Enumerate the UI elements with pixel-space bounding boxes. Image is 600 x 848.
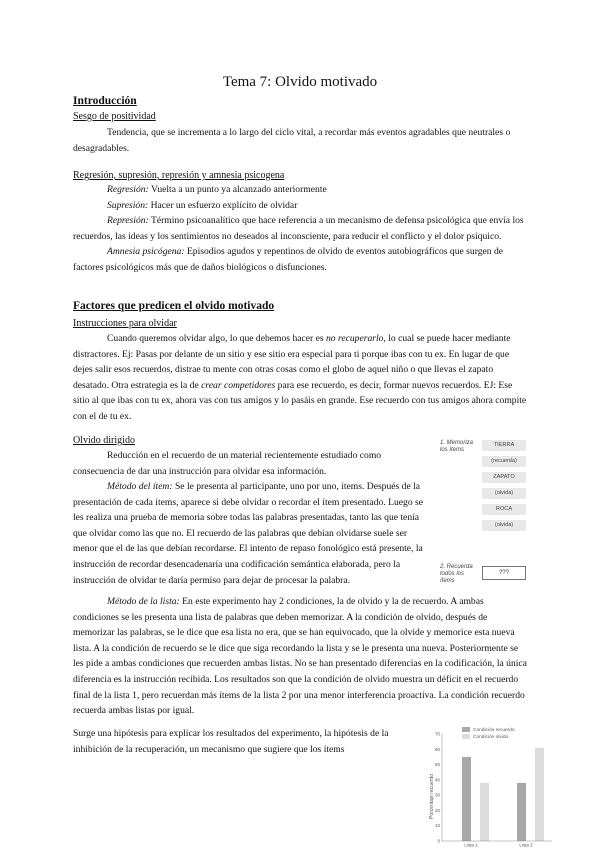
heading-instrucciones: Instrucciones para olvidar [73,318,177,329]
item-method-figure [436,436,540,586]
definitions-list [73,182,531,276]
text-run: Cuando queremos olvidar algo, lo que debemos hacer es [107,333,326,344]
figure-word: (olvida) [482,488,526,499]
def-term: Método de la lista: [107,596,180,607]
heading-regresion: Regresión, supresión, represión y amnesia psicogena [73,170,285,181]
results-bar-chart [424,724,554,848]
heading-factores: Factores que predicen el olvido motivado [73,300,275,312]
x-category-label: Lista 1 [464,842,478,848]
y-ticks [435,732,442,844]
legend-swatch [462,727,470,732]
x-categories [464,843,533,848]
bar [535,748,544,841]
figure-question-box: ??? [482,566,526,580]
y-tick-label: 40 [434,777,440,783]
heading-olvido-dirigido: Olvido dirigido [73,435,135,446]
def-term: Amnesia psicógena: [107,246,185,258]
emphasis: crear competidores [201,379,276,391]
def-term: Represión: [107,215,149,227]
y-axis-label: Porcentaje recuerdo [429,773,435,819]
def-text: Episodios agudos y repentinos de olvido de eventos autobiográficos que surgen de factores psicológicos más que de daños biológicos o disfunciones. [73,246,504,273]
instrucciones-paragraph [73,331,529,425]
emphasis: no recuperarlo [326,333,384,344]
figure-word: (recuerda) [482,456,526,467]
sesgo-paragraph: Tendencia, que se incrementa a lo largo del ciclo vital, a recordar más eventos agradables que neutrales o desagradables. [73,127,511,154]
heading-sesgo: Sesgo de positividad [73,111,156,122]
def-text: Hacer un esfuerzo explícito de olvidar [148,199,298,211]
figure-word: (olvida) [482,520,526,531]
heading-introduccion: Introducción [73,95,137,107]
bar [480,783,489,841]
def-amnesia [73,244,531,275]
text-run: para ese recuerdo, es decir, formar nuevos recuerdos. EJ: Ese sitio al que ibas con tu ex, ahora vas con tus amigos y lo pasáis en grande. Ese recuerdo con tus amigos ahora compite con el de tu ex. [73,379,527,422]
figure-word: ZAPATO [482,472,526,483]
y-tick-label: 60 [434,746,440,752]
bar [462,757,471,841]
page-title: Tema 7: Olvido motivado [222,74,378,90]
figure-label-memoriza: 1. Memoriza los ítems [440,440,474,453]
y-tick-label: 50 [434,762,440,768]
y-tick-label: 10 [434,823,440,829]
def-text: En este experimento hay 2 condiciones, la de olvido y la de recuerdo. A ambas condiciones se les presenta una lista de palabras que deben memorizar. A la condición de olvido, después de memorizar las palabras, se le dice que esa lista no era, que se han equivocado, que la olvide y memorice esta nueva lista. A la condición de recuerdo se le dice que siga recordando la lista y se le presenta una nueva. Posteriormente se les pide a ambas condiciones que recuerden ambas listas. No se han presentado diferencias en la codificación, la única diferencia es la instrucción recibida. Los resultados son que la condición de olvido muestra un déficit en el recuerdo final de la lista 1, pero recuerdan más ítems de la lista 2 por una menor interferencia proactiva. La condición recuerdo recuerda ambas listas por igual. [73,596,527,717]
def-text: Se le presenta al participante, uno por uno, ítems. Después de la presentación de cada ítems, aparece si debe olvidar o recordar el ítem presentado. Luego se les realiza una prueba de memoria sobre todas las palabras presentadas, tanto las que tenía que olvidar como las que no. El recuerdo de las palabras que debían olvidarse suele ser menor que el de las que debían recordarse. El intento de repaso fonológico está presente, la instrucción de recordar desencadenaría una codificación semántica elaborada, pero la instrucción de olvidar te daría permiso para dejar de procesar la palabra. [73,481,424,586]
legend-label: Condición olvido [473,735,509,740]
def-term: Método del ítem: [107,481,173,492]
x-category-label: Lista 2 [519,842,533,848]
figure-word: TIERRA [482,440,526,451]
bars [462,748,544,841]
def-term: Regresión: [107,184,149,195]
metodo-lista-paragraph [73,594,531,719]
bar [517,783,526,841]
def-text: Vuelta a un punto ya alcanzado anteriormente [148,184,327,195]
y-tick-label: 30 [434,792,440,798]
legend-swatch [462,734,470,739]
def-text: Término psicoanalítico que hace referencia a un mecanismo de defensa psicológica que envía los recuerdos, las ideas y los sentimientos no deseados al inconsciente, para reducir el conflicto y el dolor psíquico. [73,215,524,242]
def-term: Supresión: [107,199,149,211]
y-tick-label: 0 [437,838,440,844]
dirigido-paragraph: Reducción en el recuerdo de un material recientemente estudiado como consecuencia de dar una instrucción para olvidar esa información. [73,450,382,477]
def-represion [73,213,531,244]
final-paragraph: Surge una hipótesis para explicar los resultados del experimento, la hipótesis de la inhibición de la recuperación, un mecanismo que sugiere que los ítems [73,728,389,755]
chart-legend [462,727,515,740]
figure-label-recuerda: 2. Recuerda todos los ítems [440,564,473,584]
def-supresion [73,198,531,214]
metodo-item-paragraph [73,479,431,588]
text-run: , lo cual se puede hacer mediante distractores. Ej: Pasas por delante de un sitio y ese sitio era especial para ti porque ibas con tu ex. En lugar de que dejes salir esos recuerdos, distrae tu mente con otras cosas como el globo de aquel niño o que llevas el zapato desatado. Otra estrategia es la de [73,333,511,391]
figure-word: ROCA [482,504,526,515]
legend-label: Condición recuerdo [473,728,515,733]
y-tick-label: 70 [434,731,440,737]
y-tick-label: 20 [434,807,440,813]
def-regresion [73,182,531,198]
